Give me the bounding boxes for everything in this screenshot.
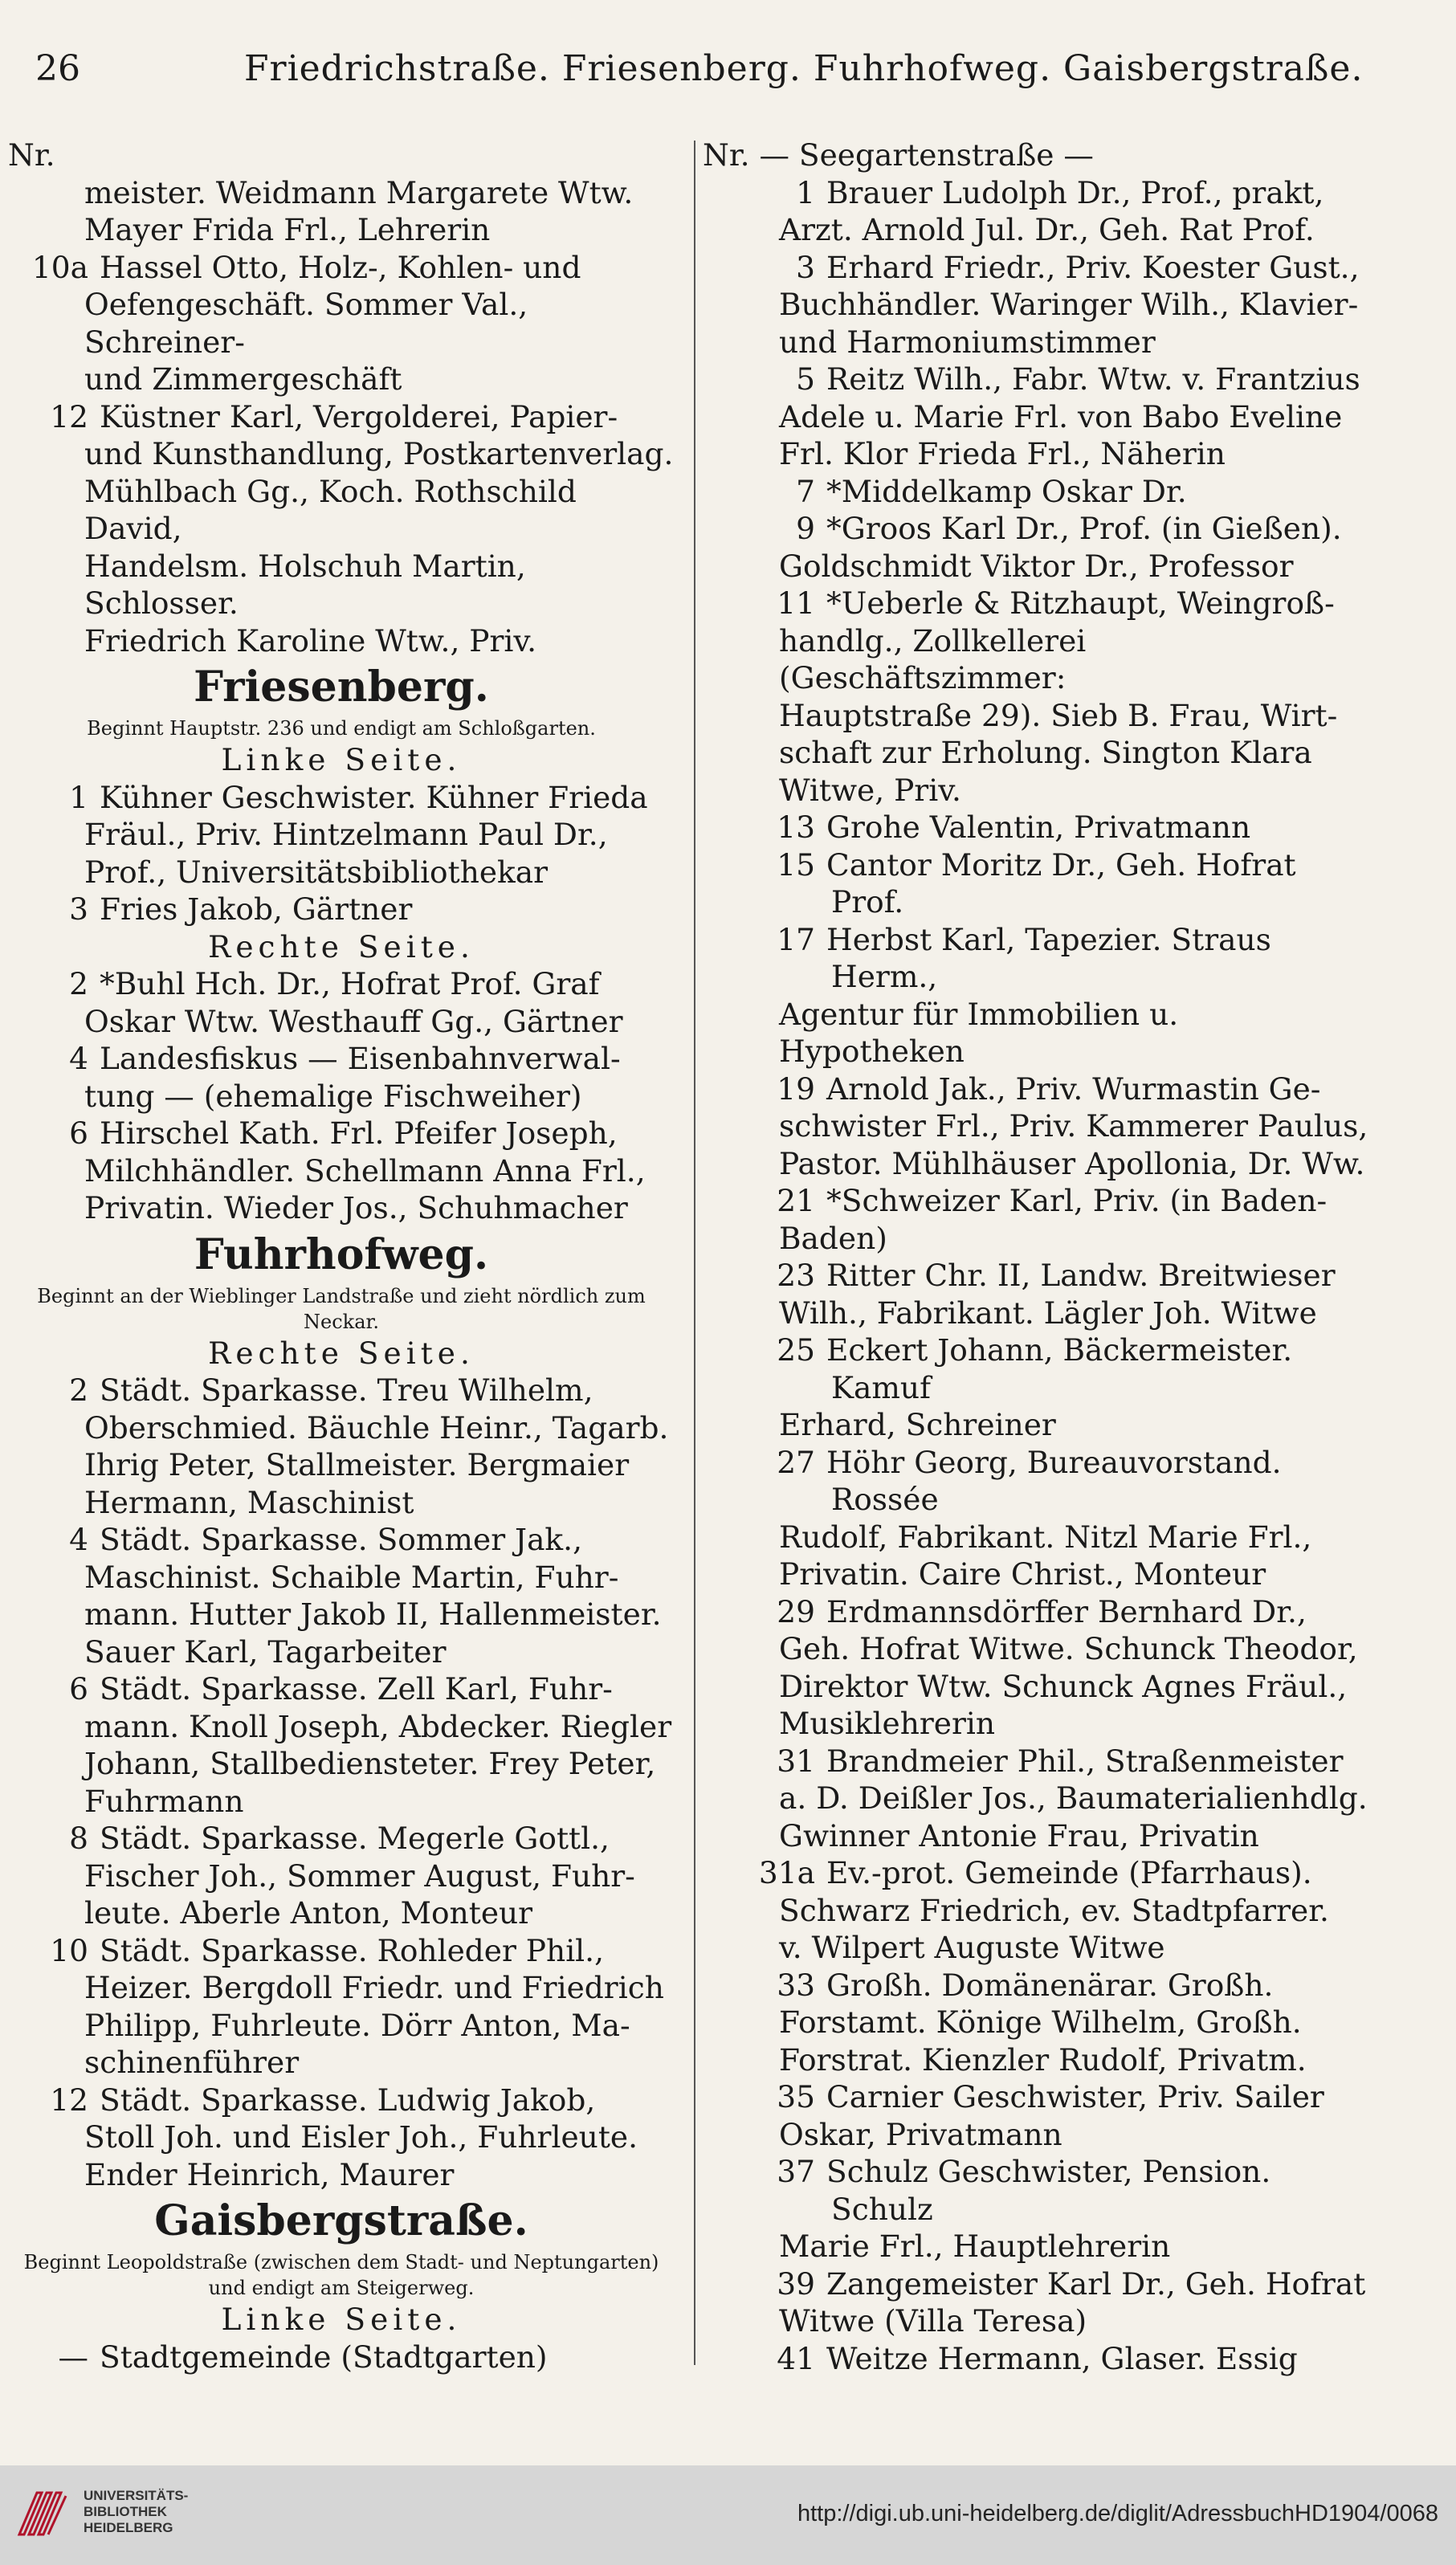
entry-text: *Groos Karl Dr., Prof. (in Gießen). [826, 511, 1342, 546]
entry-continuation: Ender Heinrich, Maurer [84, 2156, 455, 2192]
right-column [703, 137, 1369, 2377]
entry-continuation: Handelsm. Holschuh Martin, Schlosser. [84, 548, 526, 621]
address-entry [8, 1115, 675, 1152]
entry-continuation: handlg., Zollkellerei (Geschäftszimmer: [779, 622, 1087, 695]
entry-continuation: Mühlbach Gg., Koch. Rothschild David, [84, 473, 577, 546]
address-entry [8, 2375, 675, 2377]
house-number: 6 [69, 1671, 88, 1707]
address-entry [703, 1257, 1369, 1295]
address-entry [703, 361, 1369, 398]
entry-continuation: Friedrich Karoline Wtw., Priv. [84, 622, 537, 659]
address-entry [703, 1331, 1369, 1406]
entry-text: Städt. Sparkasse. Rohleder Phil., [100, 1932, 605, 1968]
entry-text: Cantor Moritz Dr., Geh. Hofrat Prof. [826, 846, 1296, 920]
entry-text: Hassel Otto, Holz-, Kohlen- und [100, 249, 581, 285]
entry-continuation: Oberschmied. Bäuchle Heinr., Tagarb. [84, 1409, 669, 1446]
address-entry [8, 1820, 675, 1857]
entry-text: Ev.-prot. Gemeinde (Pfarrhaus). [826, 1855, 1312, 1890]
entry-continuation: mann. Knoll Joseph, Abdecker. Riegler [84, 1708, 672, 1744]
house-number: — [58, 2339, 88, 2375]
entry-continuation: Musiklehrerin [779, 1706, 996, 1741]
entry-continuation: Forstamt. Könige Wilhelm, Großh. [779, 2004, 1302, 2040]
entry-continuation: Sauer Karl, Tagarbeiter [84, 1633, 447, 1670]
address-entry [703, 809, 1369, 846]
entry-continuation: Adele u. Marie Frl. von Babo Eveline [779, 398, 1343, 434]
house-number: 12 [50, 2082, 88, 2118]
entry-text: Küstner Karl, Vergolderei, Papier- [100, 398, 618, 434]
address-entry [703, 1182, 1369, 1220]
house-number: 35 [777, 2079, 815, 2114]
entry-text: Städt. Sparkasse. Sommer Jak., [100, 1522, 582, 1557]
address-entry [8, 1932, 675, 1970]
side-label: Linke Seite. [221, 742, 462, 777]
entry-continuation: Forstrat. Kienzler Rudolf, Privatm. [779, 2041, 1307, 2078]
entry-continuation: Hermann, Maschinist [84, 1484, 414, 1520]
house-number: 23 [777, 1258, 815, 1293]
library-name-line: BIBLIOTHEK [84, 2504, 167, 2519]
house-number: 9 [796, 511, 815, 546]
entry-continuation: leute. Aberle Anton, Monteur [84, 1895, 533, 1931]
entry-continuation: Mayer Frida Frl., Lehrerin [84, 212, 491, 247]
source-url-link[interactable]: http://digi.ub.uni-heidelberg.de/diglit/AdressbuchHD1904/0068 [797, 2501, 1438, 2526]
house-number: 25 [777, 1332, 815, 1368]
entry-continuation: Rudolf, Fabrikant. Nitzl Marie Frl., [779, 1519, 1312, 1555]
house-number: 7 [796, 473, 815, 509]
footer-bar [0, 2465, 1456, 2565]
entry-continuation: Ihrig Peter, Stallmeister. Bergmaier [84, 1447, 630, 1482]
entry-continuation: Witwe, Priv. [779, 772, 961, 808]
entry-continuation: Privatin. Wieder Jos., Schuhmacher [84, 1190, 628, 1225]
address-entry [703, 1967, 1369, 2004]
entry-text: *Ueberle & Ritzhaupt, Weingroß- [826, 585, 1335, 621]
address-entry [703, 510, 1369, 548]
entry-continuation: schaft zur Erholung. Sington Klara [779, 735, 1312, 770]
library-name [84, 2488, 188, 2536]
side-label: Rechte Seite. [208, 928, 475, 964]
house-number: 39 [777, 2265, 815, 2302]
house-number: 2 [69, 966, 88, 1001]
address-entry [703, 174, 1369, 212]
street-description: Beginnt an der Wieblinger Landstraße und zieht nördlich zum Neckar. [37, 1284, 646, 1333]
house-number: 1 [796, 174, 815, 210]
house-number: 2 [69, 1372, 88, 1408]
entry-continuation: und Zimmergeschäft [84, 361, 402, 397]
address-entry [703, 2078, 1369, 2116]
entry-continuation: Milchhändler. Schellmann Anna Frl., [84, 1152, 646, 1189]
side-label: Linke Seite. [221, 2302, 462, 2337]
entry-continuation: schinenführer [84, 2045, 300, 2080]
address-entry [703, 1743, 1369, 1780]
house-number: 41 [777, 2340, 815, 2376]
entry-text: *Buhl Hch. Dr., Hofrat Prof. Graf [100, 966, 600, 1001]
entry-continuation: Frl. Klor Frieda Frl., Näherin [779, 436, 1226, 471]
entry-text: Carnier Geschwister, Priv. Sailer [826, 2079, 1324, 2114]
column-divider [694, 141, 695, 2365]
entry-text: Städt. Sparkasse. Zell Karl, Fuhr- [100, 1671, 613, 1707]
house-number: 6 [69, 1115, 88, 1151]
address-entry [8, 2339, 675, 2376]
entry-continuation: v. Wilpert Auguste Witwe [779, 1930, 1165, 1965]
house-number: 3 [69, 891, 88, 927]
entry-continuation: Marie Frl., Hauptlehrerin [779, 2229, 1171, 2264]
address-entry [703, 921, 1369, 996]
entry-text: Eckert Johann, Bäckermeister. Kamuf [826, 1332, 1293, 1405]
house-number [48, 2375, 88, 2377]
entry-continuation: und Kunsthandlung, Postkartenverlag. [84, 436, 674, 471]
entry-continuation: Oskar Wtw. Westhauff Gg., Gärtner [84, 1003, 623, 1039]
entry-text: Kühner Geschwister. Kühner Frieda [100, 779, 648, 815]
side-label: Rechte Seite. [208, 1335, 475, 1371]
entry-text: Hirschel Kath. Frl. Pfeifer Joseph, [100, 1115, 618, 1151]
house-number: 37 [777, 2154, 815, 2189]
entry-text: Ritter Chr. II, Landw. Breitwieser [826, 1258, 1336, 1293]
house-number: 12 [50, 398, 88, 434]
entry-continuation: Agentur für Immobilien u. Hypotheken [779, 996, 1179, 1069]
entry-continuation: Privatin. Caire Christ., Monteur [779, 1556, 1266, 1592]
entry-continuation: Buchhändler. Waringer Wilh., Klavier- [779, 287, 1359, 322]
entry-text: Grohe Valentin, Privatmann [826, 809, 1251, 845]
address-entry [703, 249, 1369, 287]
entry-continuation: Geh. Hofrat Witwe. Schunck Theodor, [779, 1631, 1358, 1666]
house-number: 29 [777, 1593, 815, 1629]
address-entry [703, 1593, 1369, 1631]
house-number: 4 [69, 1522, 88, 1557]
entry-text: Brauer Ludolph Dr., Prof., prakt, [826, 174, 1324, 210]
house-number: 31a [758, 1855, 815, 1890]
entry-continuation: Hauptstraße 29). Sieb B. Frau, Wirt- [779, 697, 1338, 733]
house-number: 8 [69, 1821, 88, 1856]
street-heading: Fuhrhofweg. [194, 1229, 489, 1279]
address-entry [703, 846, 1369, 921]
entry-text: *Middelkamp Oskar Dr. [826, 473, 1187, 509]
address-entry [703, 1854, 1369, 1892]
house-number: 10 [50, 1932, 88, 1968]
address-entry [8, 1521, 675, 1559]
entry-text: Brandmeier Phil., Straßenmeister [826, 1743, 1344, 1779]
entry-continuation: Gwinner Antonie Frau, Privatin [779, 1817, 1259, 1853]
column-label: Nr. [8, 137, 55, 173]
library-name-line: HEIDELBERG [84, 2520, 173, 2535]
address-entry [8, 965, 675, 1003]
house-number: 1 [69, 779, 88, 815]
entry-continuation: Stoll Joh. und Eisler Joh., Fuhrleute. [84, 2119, 638, 2155]
house-number: 5 [796, 361, 815, 397]
entry-continuation: a. D. Deißler Jos., Baumaterialienhdlg. [779, 1780, 1368, 1816]
address-entry [703, 1070, 1369, 1108]
column-label: Nr. — Seegartenstraße — [703, 137, 1094, 173]
entry-text: Fries Jakob, Gärtner [100, 891, 413, 927]
entry-text: Städt. Sparkasse. Ludwig Jakob, [100, 2082, 596, 2118]
address-entry [8, 398, 675, 436]
street-description: Beginnt Leopoldstraße (zwischen dem Stadt- und Neptungarten) und endigt am Steigerweg. [23, 2251, 659, 2299]
entry-continuation: Baden) [779, 1220, 887, 1256]
house-number: 4 [69, 1041, 88, 1076]
entry-continuation: Schwarz Friedrich, ev. Stadtpfarrer. [779, 1892, 1329, 1928]
house-number: 19 [777, 1070, 815, 1107]
address-entry [703, 2153, 1369, 2228]
house-number: 10a [31, 249, 88, 285]
library-name-line: UNIVERSITÄTS- [84, 2488, 189, 2503]
entry-continuation: Wilh., Fabrikant. Lägler Joh. Witwe [779, 1295, 1317, 1331]
street-heading: Gaisbergstraße. [154, 2196, 528, 2245]
address-entry [703, 473, 1369, 511]
page-number: 26 [35, 48, 80, 89]
address-entry [8, 1040, 675, 1078]
address-entry [8, 891, 675, 928]
address-entry [703, 585, 1369, 622]
entry-continuation: Witwe (Villa Teresa) [779, 2303, 1087, 2339]
street-description: Beginnt Hauptstr. 236 und endigt am Schloßgarten. [87, 717, 596, 740]
entry-continuation: Prof., Universitätsbibliothekar [84, 854, 549, 890]
entry-continuation: Erhard, Schreiner [779, 1407, 1056, 1442]
entry-continuation: Pastor. Mühlhäuser Apollonia, Dr. Ww. [779, 1145, 1365, 1181]
house-number: 27 [777, 1444, 815, 1480]
entry-text: Reitz Wilh., Fabr. Wtw. v. Frantzius [826, 361, 1360, 397]
running-title: Friedrichstraße. Friesenberg. Fuhrhofweg. Gaisbergstraße. [244, 48, 1364, 89]
entry-text: Erhard Friedr., Priv. Koester Gust., [826, 249, 1360, 285]
entry-continuation: tung — (ehemalige Fischweiher) [84, 1078, 582, 1114]
entry-text: Erdmannsdörffer Bernhard Dr., [826, 1593, 1307, 1629]
entry-text [100, 2376, 406, 2377]
entry-continuation: und Harmoniumstimmer [779, 324, 1156, 360]
entry-text: Zangemeister Karl Dr., Geh. Hofrat [826, 2265, 1366, 2302]
entry-text: Schulz Geschwister, Pension. Schulz [826, 2154, 1271, 2227]
page-header [35, 42, 1408, 98]
entry-text: Landesfiskus — Eisenbahnverwal- [100, 1041, 621, 1076]
entry-text: Städt. Sparkasse. Megerle Gottl., [100, 1821, 610, 1856]
library-logo-icon [13, 2485, 74, 2546]
entry-text: Höhr Georg, Bureauvorstand. Rossée [826, 1444, 1282, 1517]
entry-continuation: Arzt. Arnold Jul. Dr., Geh. Rat Prof. [779, 212, 1315, 247]
entry-continuation: Fuhrmann [84, 1783, 244, 1819]
entry-continuation: Oskar, Privatmann [779, 2116, 1062, 2152]
entry-text: Arnold Jak., Priv. Wurmastin Ge- [826, 1070, 1321, 1107]
entry-text: Herbst Karl, Tapezier. Straus Herm., [826, 921, 1271, 994]
entry-continuation: Goldschmidt Viktor Dr., Professor [779, 548, 1294, 584]
house-number: 11 [777, 585, 815, 621]
house-number: 33 [777, 1967, 815, 2003]
address-entry [8, 779, 675, 817]
street-heading: Friesenberg. [194, 663, 489, 712]
entry-continuation: Oefengeschäft. Sommer Val., Schreiner- [84, 287, 528, 360]
address-entry [8, 1372, 675, 1409]
entry-continuation: Direktor Wtw. Schunck Agnes Fräul., [779, 1668, 1348, 1704]
house-number: 15 [777, 846, 815, 883]
entry-text: Großh. Domänenärar. Großh. [826, 1967, 1274, 2003]
address-entry [8, 1670, 675, 1708]
entry-continuation: schwister Frl., Priv. Kammerer Paulus, [779, 1108, 1368, 1144]
house-number: 31 [777, 1743, 815, 1779]
address-entry [703, 1444, 1369, 1519]
left-column [8, 137, 675, 2377]
house-number: 13 [777, 809, 815, 845]
address-entry [703, 2265, 1369, 2303]
house-number: 3 [796, 249, 815, 285]
entry-continuation: mann. Hutter Jakob II, Hallenmeister. [84, 1596, 662, 1632]
entry-continuation: Philipp, Fuhrleute. Dörr Anton, Ma- [84, 2007, 630, 2043]
entry-text: *Schweizer Karl, Priv. (in Baden- [826, 1183, 1328, 1218]
house-number: 21 [777, 1183, 815, 1218]
entry-continuation: Fräul., Priv. Hintzelmann Paul Dr., [84, 817, 608, 852]
entry-continuation: Maschinist. Schaible Martin, Fuhr- [84, 1559, 619, 1595]
entry-text: Weitze Hermann, Glaser. Essig [826, 2340, 1298, 2376]
entry-text: Städt. Sparkasse. Treu Wilhelm, [100, 1372, 593, 1408]
address-entry [8, 2082, 675, 2119]
house-number: 17 [777, 921, 815, 957]
address-entry [8, 249, 675, 287]
entry-text: Stadtgemeinde (Stadtgarten) [100, 2339, 548, 2375]
address-entry [703, 2340, 1369, 2378]
entry-continuation: Fischer Joh., Sommer August, Fuhr- [84, 1857, 635, 1894]
entry-continuation: meister. Weidmann Margarete Wtw. [84, 174, 634, 210]
entry-continuation: Johann, Stallbediensteter. Frey Peter, [84, 1746, 656, 1781]
entry-continuation: Heizer. Bergdoll Friedr. und Friedrich [84, 1970, 664, 2005]
